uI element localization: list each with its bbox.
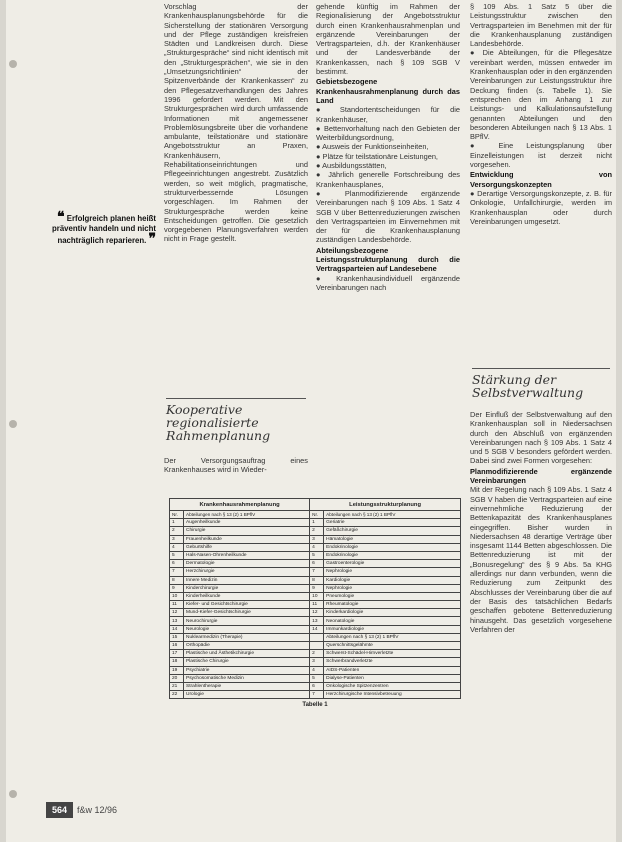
table-cell: 7 [170,568,184,576]
table-cell: 9 [170,584,184,592]
table-row [170,543,461,551]
table-cell: 1 [170,519,184,527]
table-cell: Kiefer- und Gesichtschirurgie [184,601,310,609]
table-row [170,560,461,568]
table-cell: 15 [170,633,184,641]
table-cell: 13 [170,617,184,625]
table-cell: 19 [170,666,184,674]
table-subheader-left: Abteilungen nach § 13 (2) 1 BPflV [184,511,310,519]
table-row [170,592,461,600]
table-cell: 18 [170,658,184,666]
table-cell: 6 [310,682,324,690]
table-row [170,519,461,527]
table-cell: Innere Medizin [184,576,310,584]
punch-hole [9,60,17,68]
table-cell: 3 [310,658,324,666]
table-cell: Endokrinologie [324,551,461,559]
table-cell: Orthopädie [184,642,310,650]
table-cell: 9 [310,584,324,592]
list-item: ● Die Abteilungen, für die Pflegesätze vereinbart werden, müssen entweder im Krankenhausplan oder in den ergänzenden Vereinbarungen zur Leistungsstruktur ihre Deckung finden (s. Tabelle 1). Sie entsprechen den im Anhang 1 zur Leistungs- und Kalkulationsaufstellung genannten Abteilungen und den besonderen Abteilungen nach § 13 Abs. 1 BPflV. [470,48,612,142]
planning-table [169,498,461,699]
column-2-text: gehende künftig im Rahmen der Regionalisierung der Angebotsstruktur durch einen Krankenhausrahmenplan und ergänzende Vereinbarungen der Vertragsparteien, d.h. der Krankenhäuser und der Landesverbände der Krankenkassen, nach § 109 SGB V bestimmt. Gebietsbezogene Krankenhausrahmenplanung durch das Land ● Standortentscheidungen für die Krankenhäuser, ● Bettenvorhaltung nach den Gebieten der Weiterbildungsordnung, ● Ausweis der Funktionseinheiten, ● Plätze für teilstationäre Leistungen, ● Ausbildungsstätten, ● Jährlich generelle Fortschreibung des Krankenhausplanes, ● Planmodifizierende ergänzende Vereinbarungen nach § 109 Abs. 1 Satz 4 SGB V über Bettenreduzierungen zwischen den Vertragsparteien im Einvernehmen mit der für die Krankenhausplanung zuständigen Landesbehörde. Abteilungsbezogene Leistungsstrukturplanung durch die Vertragsparteien auf Landesebene ● Krankenhausindividuell ergänzende Vereinbarungen nach [316,2,460,292]
table-cell: 6 [170,560,184,568]
table-subheader-right: Abteilungen nach § 13 (2) 1 BPflV [324,511,461,519]
table-header-right: Leistungsstrukturplanung [310,499,461,511]
table-row [170,617,461,625]
pull-quote: ❝ Erfolgreich planen heißt präventiv handeln und nicht nachträglich reparieren. ❞ [52,209,156,247]
column-1-text: Vorschlag der Krankenhausplanungsbehörde für die Sicherstellung der stationären Versorgung und der Pflege zuständigen kreisfreien Städten und Landkreisen durch. Diese „Strukturgespräche“ sind nicht identisch mit den „Strukturgesprächen“, wie sie in den „Umsetzungsrichtlinien“ der Spitzenverbände der Krankenkassen“ zu den Pflegesatzverhandlungen des Jahres 1996 gefordert werden. Mit den Strukturgesprächen wird durch umfassende Informationen mit angemessener Problemlösungsbreite über die vorhandene ambulante, teilstationäre und stationäre Angebotsstruktur an Praxen, Krankenhäusern, Rehabilitationseinrichtungen und Pflegeeinrichtungen angestrebt. Zusätzlich werden, so weit möglich, pragmatische, strukturverbessernde Lösungen vorgeschlagen. Im Rahmen der Strukturgespräche werden keine Entscheidungen getroffen. Die gesetzlich vorgegebenen Planungsverfahren werden nicht in Frage gestellt. [164,2,308,244]
table-cell: 2 [310,650,324,658]
table-cell: 6 [310,560,324,568]
table-cell: AIDS-Patienten [324,666,461,674]
bullet-list-1 [316,105,460,244]
table-cell: Plastische Chirurgie [184,658,310,666]
table-row [170,674,461,682]
list-item: ● Krankenhausindividuell ergänzende Vereinbarungen nach [316,273,460,292]
table-cell: Geriatrie [324,519,461,527]
table-cell: 4 [310,543,324,551]
list-item: ● Bettenvorhaltung nach den Gebieten der Weiterbildungsordnung, [316,123,460,143]
table-subheader-nr: Nr. [310,511,324,519]
table-cell: Kinderheilkunde [184,592,310,600]
table-1 [169,498,461,708]
table-row [170,666,461,674]
table-cell: Kinderkardiologie [324,609,461,617]
table-cell: 12 [310,609,324,617]
table-cell: Kardiologie [324,576,461,584]
table-cell: Gastroenterologie [324,560,461,568]
table-cell: 13 [310,617,324,625]
table-cell: Querschnittsgelähmte [324,642,461,650]
table-row [170,633,461,641]
table-row [170,609,461,617]
subheading-planmodifizierend: Planmodifizierende ergänzende Vereinbarungen [470,466,612,486]
table-cell: 10 [310,592,324,600]
table-cell: 14 [310,625,324,633]
table-cell: 4 [170,543,184,551]
table-row [170,682,461,690]
column-3-text: § 109 Abs. 1 Satz 5 über die Leistungsstruktur zwischen den Vertragsparteien im Benehmen mit der für die Krankenhausplanung zuständigen Landesbehörde. ● Die Abteilungen, für die Pflegesätze vereinbart werden, müssen entweder im Krankenhausplan oder in den ergänzenden Vereinbarungen zur Leistungsstruktur ihre Deckung finden (s. Tabelle 1). Sie entsprechen den im Anhang 1 zur Leistungs- und Kalkulationsaufstellung genannten Abteilungen und den besonderen Abteilungen nach § 13 Abs. 1 BPflV. ● Eine Leistungsplanung über Einzelleistungen ist derzeit nicht vorgesehen. Entwicklung von Versorgungskonzepten ● Derartige Versorgungskonzepte, z. B. für Onkologie, Unfallchirurgie, werden im Krankenhausplan oder durch Vereinbarungen umgesetzt. [470,2,612,226]
section-heading-kooperative: Kooperative regionalisierte Rahmenplanung [166,398,306,442]
table-cell: Schwerst-Schädel-Hirnverletzte [324,650,461,658]
table-cell: Augenheilkunde [184,519,310,527]
table-row [170,584,461,592]
table-cell: Nuklearmedizin (Therapie) [184,633,310,641]
subheading-versorgungskonzepte: Entwicklung von Versorgungskonzepten [470,170,612,189]
table-cell [310,642,324,650]
table-cell: Plastische und Ästhetikchirurgie [184,650,310,658]
list-item: ● Ausbildungsstätten, [316,161,387,171]
table-row [170,650,461,658]
table-cell: Schwerbrandverletzte [324,658,461,666]
table-cell: Abteilungen nach § 13 (2) 1 BPflV [324,633,461,641]
table-row [170,658,461,666]
table-row [170,568,461,576]
table-cell: Urologie [184,691,310,699]
table-cell: Psychosomatische Medizin [184,674,310,682]
column-1-continuation: Der Versorgungsauftrag eines Krankenhauses wird in Wieder- [164,456,308,475]
punch-hole [9,790,17,798]
issue-label: f&w 12/96 [77,805,118,815]
table-cell: Hals-Nasen-Ohrenheilkunde [184,551,310,559]
table-cell: Strahlentherapie [184,682,310,690]
table-cell: Pneumologie [324,592,461,600]
table-cell: Geburtshilfe [184,543,310,551]
table-cell: 2 [310,527,324,535]
table-cell: 1 [310,519,324,527]
table-cell: Herzchirurgische Intensivbetreuung [324,691,461,699]
table-cell: 7 [310,568,324,576]
table-row [170,625,461,633]
table-cell: 3 [310,535,324,543]
table-header-left: Krankenhausrahmenplanung [170,499,310,511]
table-cell: 8 [170,576,184,584]
list-item: ● Derartige Versorgungskonzepte, z. B. für Onkologie, Unfallchirurgie, werden im Krankenhausplan oder durch Vereinbarungen umgesetzt. [470,188,612,226]
table-cell: 11 [310,601,324,609]
table-cell: Gefäßchirurgie [324,527,461,535]
punch-hole [9,420,17,428]
table-cell: 5 [310,551,324,559]
table-cell: 7 [310,691,324,699]
table-cell: Hämatologie [324,535,461,543]
table-row [170,601,461,609]
table-cell: 2 [170,527,184,535]
subheading-gebietsbezogen: Gebietsbezogene Krankenhausrahmenplanung durch das Land [316,77,460,105]
list-item: ● Standortentscheidungen für die Krankenhäuser, [316,105,460,124]
table-cell: Psychiatrie [184,666,310,674]
table-cell: Dialyse-Patienten [324,674,461,682]
table-cell: Chirurgie [184,527,310,535]
table-row [170,527,461,535]
table-cell: Rheumatologie [324,601,461,609]
table-row [170,576,461,584]
table-cell: 4 [310,666,324,674]
table-cell: Onkologische Spitzenzentren [324,682,461,690]
table-row [170,691,461,699]
table-cell: 20 [170,674,184,682]
document-page [6,0,616,842]
table-cell: Frauenheilkunde [184,535,310,543]
table-cell: 8 [310,576,324,584]
table-cell: Dermatologie [184,560,310,568]
table-cell [310,633,324,641]
table-cell: Mund-Kiefer-Gesichtschirurgie [184,609,310,617]
table-cell: Kinderchirurgie [184,584,310,592]
list-item: ● Plätze für teilstationäre Leistungen, [316,151,438,161]
table-row [170,642,461,650]
table-cell: Neonatologie [324,617,461,625]
table-cell: Nephrologie [324,584,461,592]
table-caption: Tabelle 1 [302,702,328,709]
table-cell: 5 [170,551,184,559]
table-cell: 12 [170,609,184,617]
table-cell: 3 [170,535,184,543]
table-cell: Immunkardiologie [324,625,461,633]
list-item: ● Ausweis der Funktionseinheiten, [316,142,429,152]
subheading-abteilungsbezogen: Abteilungsbezogene Leistungsstrukturplanung durch die Vertragsparteien auf Landesebene [316,245,460,274]
section-heading-selbstverwaltung: Stärkung der Selbstverwaltung [472,368,610,399]
list-item: ● Eine Leistungsplanung über Einzelleistungen ist derzeit nicht vorgesehen. [470,141,612,170]
page-number: 564 [46,802,73,818]
table-cell: Endokrinologie [324,543,461,551]
table-row [170,535,461,543]
table-cell: 16 [170,642,184,650]
table-subheader-nr: Nr. [170,511,184,519]
table-cell: 21 [170,682,184,690]
list-item: ● Planmodifizierende ergänzende Vereinbarungen nach § 109 Abs. 1 Satz 4 SGB V über Bettenreduzierungen zwischen den Vertragsparteien im Einvernehmen mit der für die Krankenhausplanung zuständigen Landesbehörde. [316,188,460,245]
column-4-text: Der Einfluß der Selbstverwaltung auf den Krankenhausplan soll in Niedersachsen durch den Abschluß von ergänzenden Vereinbarungen nach § 109 Abs. 1 Satz 4 und 5 SGB V besonders gefördert werden. Dabei sind zwei Formen vorgesehen: Planmodifizierende ergänzende Vereinbarungen Mit der Regelung nach § 109 Abs. 1 Satz 4 SGB V haben die Vertragsparteien auf eine einvernehmliche Reduzierung der Bettenkapazität des Krankenhausplanes eingegriffen. Bisher wurden in Niedersachsen 48 derartige Verträge über insgesamt 1144 Betten abgeschlossen. Die Bettenreduzierung ist mit der „Bonusregelung“ des § 9 Abs. 5a KHG allerdings nur dann verbunden, wenn die Reduzierung zum Zeitpunkt des Abschlusses der Vereinbarung über die auf der Basis des tatsächlichen Bedarfs geschaffen gebotene Bettenreduzierung hinausgeht. Das gesetzlich vorgesehene Verfahren der [470,410,612,634]
table-cell: 17 [170,650,184,658]
table-cell: Neurochirurgie [184,617,310,625]
table-cell: Neurologie [184,625,310,633]
page-footer [46,802,166,820]
table-cell: 5 [310,674,324,682]
table-cell: 10 [170,592,184,600]
table-cell: 22 [170,691,184,699]
table-cell: Nephrologie [324,568,461,576]
table-row [170,551,461,559]
table-cell: Herzchirurgie [184,568,310,576]
list-item: ● Jährlich generelle Fortschreibung des Krankenhausplanes, [316,170,460,189]
table-cell: 14 [170,625,184,633]
table-cell: 11 [170,601,184,609]
